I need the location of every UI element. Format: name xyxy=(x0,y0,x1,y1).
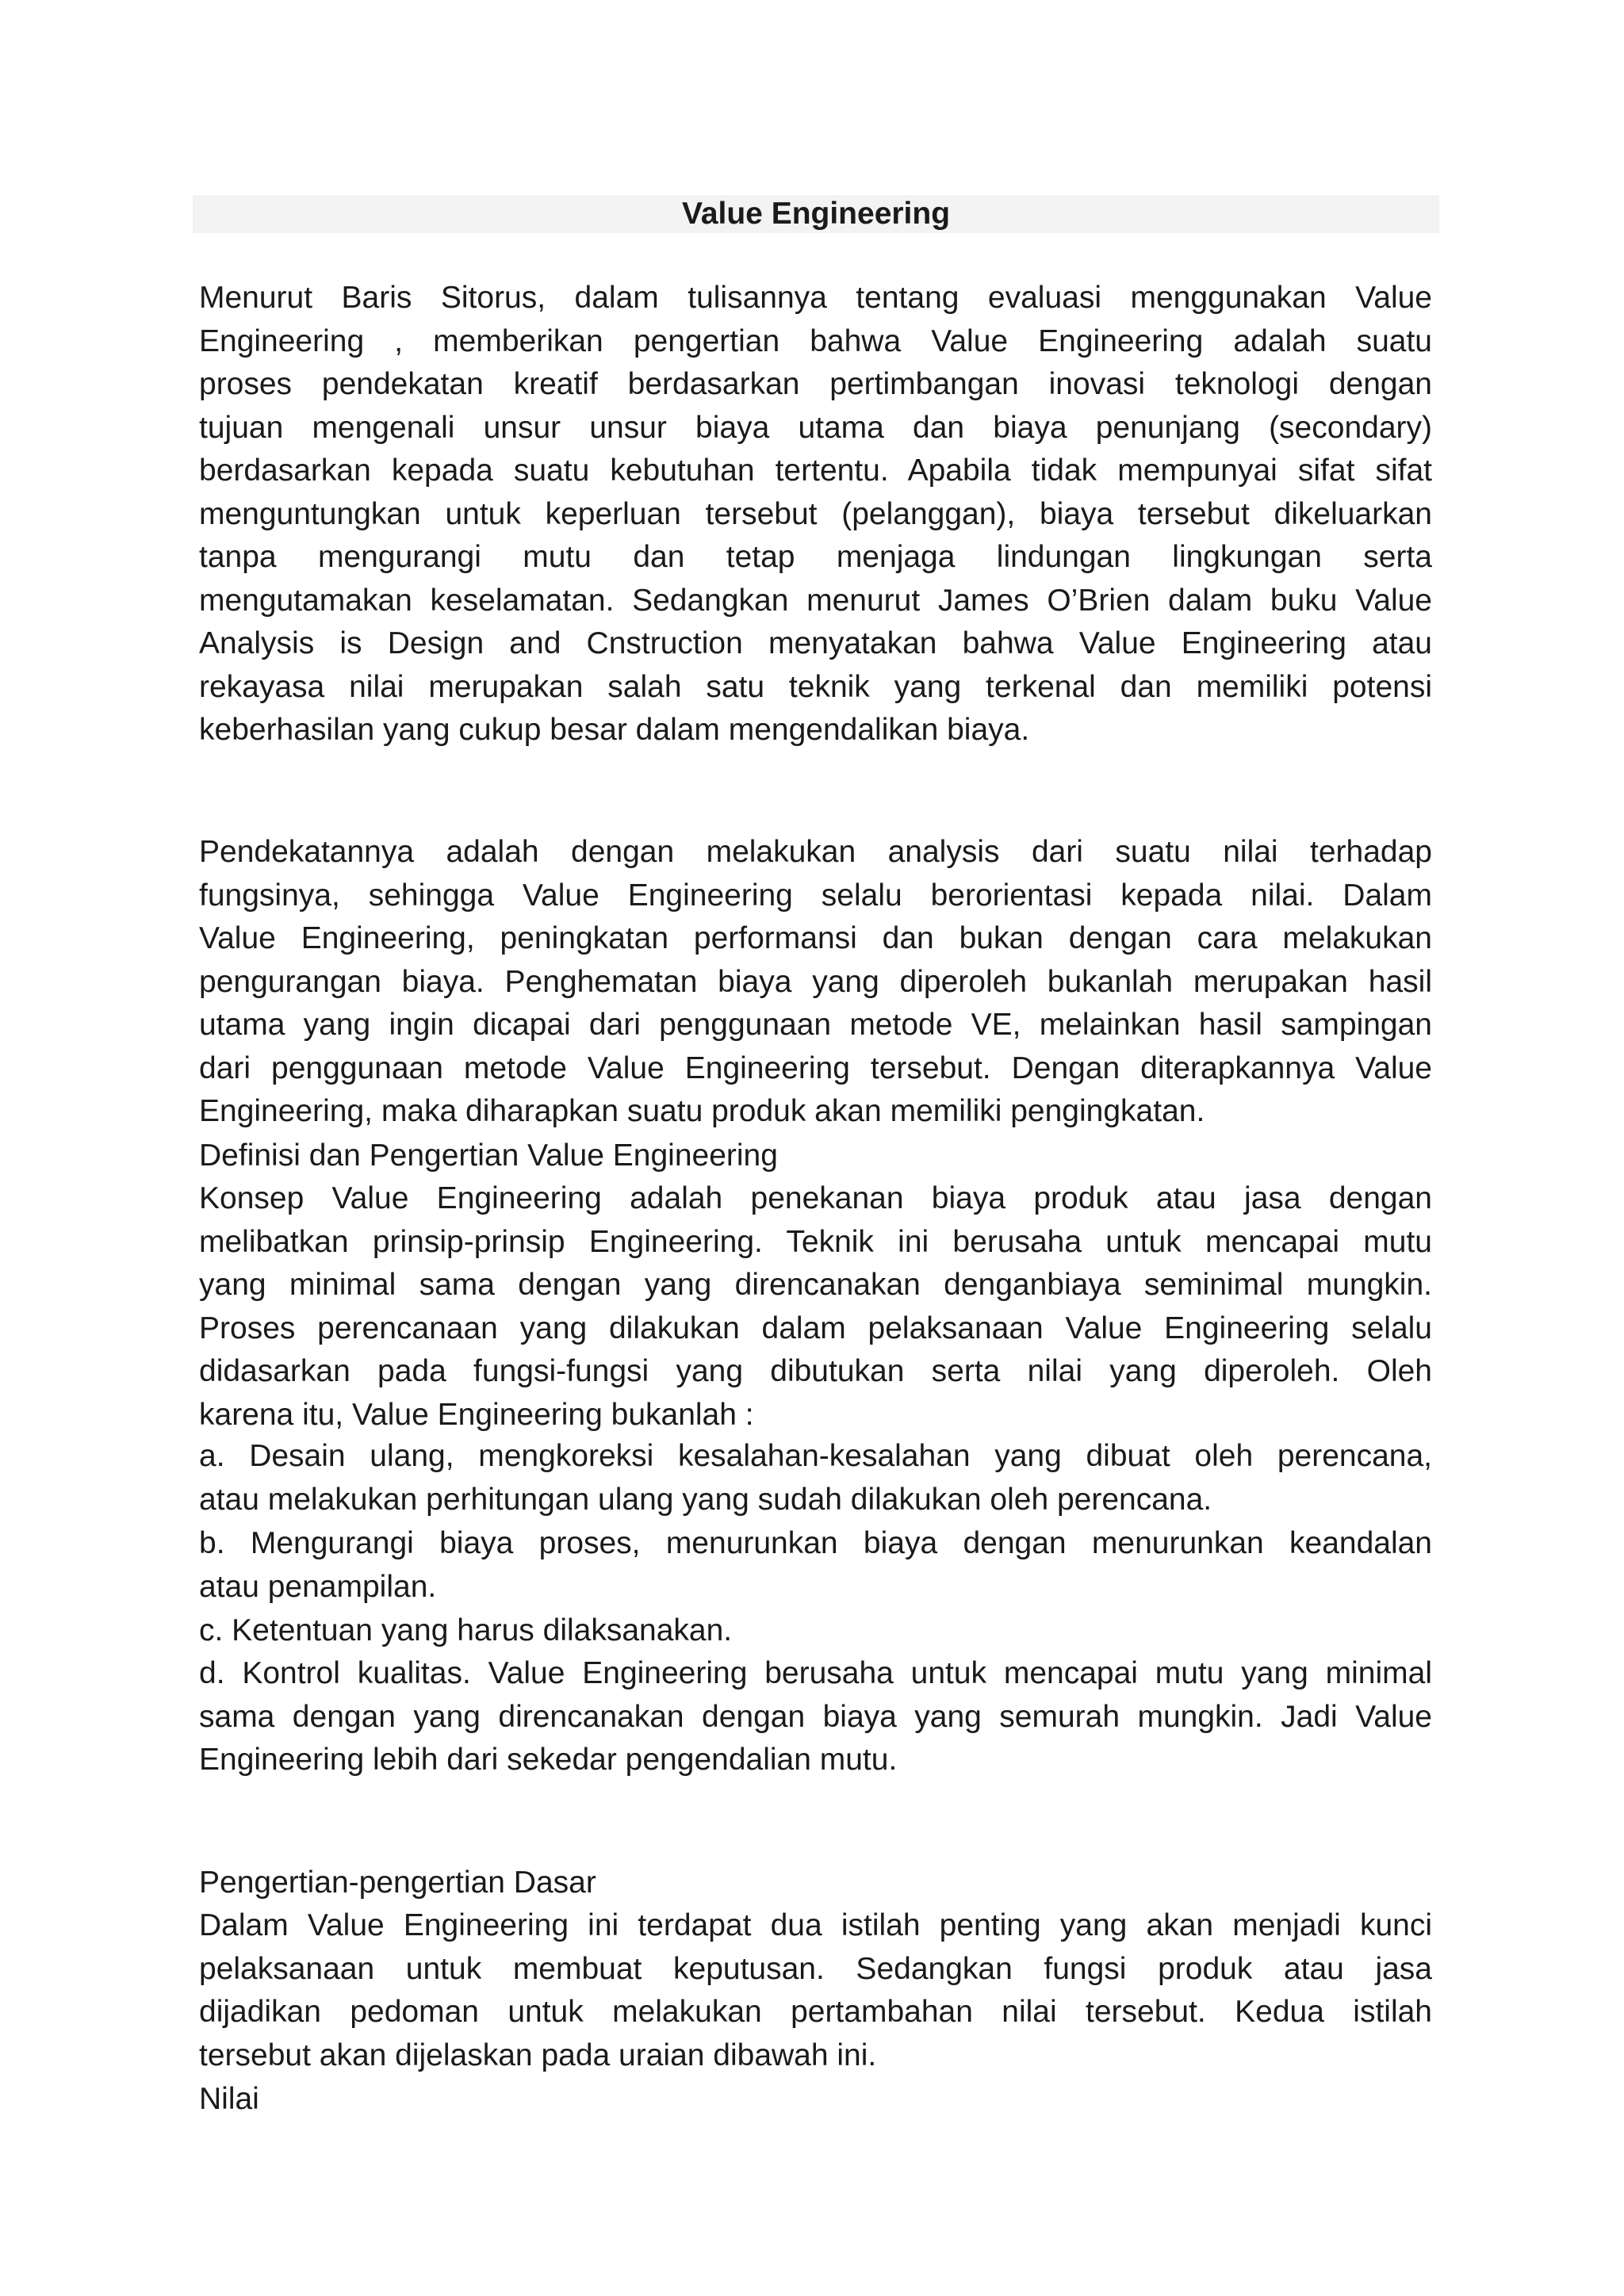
paragraph-1-line: tanpa mengurangi mutu dan tetap menjaga lindungan lingkungan serta xyxy=(199,540,1432,574)
paragraph-4-line: yang minimal sama dengan yang direncanakan denganbiaya seminimal mungkin. xyxy=(199,1268,1432,1302)
paragraph-10-line: pelaksanaan untuk membuat keputusan. Sedangkan fungsi produk atau jasa xyxy=(199,1951,1432,1986)
paragraph-5-line: atau melakukan perhitungan ulang yang sudah dilakukan oleh perencana. xyxy=(199,1482,1212,1517)
paragraph-2-line: fungsinya, sehingga Value Engineering selalu berorientasi kepada nilai. Dalam xyxy=(199,878,1432,913)
paragraph-5-line: a. Desain ulang, mengkoreksi kesalahan-kesalahan yang dibuat oleh perencana, xyxy=(199,1439,1432,1473)
paragraph-4-line: karena itu, Value Engineering bukanlah : xyxy=(199,1397,754,1432)
paragraph-1-line: Analysis is Design and Cnstruction menyatakan bahwa Value Engineering atau xyxy=(199,626,1432,660)
paragraph-1-line: Engineering , memberikan pengertian bahwa Value Engineering adalah suatu xyxy=(199,323,1432,358)
paragraph-2-line: pengurangan biaya. Penghematan biaya yang diperoleh bukanlah merupakan hasil xyxy=(199,964,1432,999)
paragraph-2-line: Engineering, maka diharapkan suatu produk akan memiliki pengingkatan. xyxy=(199,1094,1205,1128)
paragraph-8-line: Engineering lebih dari sekedar pengendalian mutu. xyxy=(199,1743,898,1777)
paragraph-4-line: Proses perencanaan yang dilakukan dalam pelaksanaan Value Engineering selalu xyxy=(199,1311,1432,1345)
paragraph-2-line: Pendekatannya adalah dengan melakukan analysis dari suatu nilai terhadap xyxy=(199,835,1432,869)
paragraph-7-line: c. Ketentuan yang harus dilaksanakan. xyxy=(199,1613,733,1647)
paragraph-1-line: menguntungkan untuk keperluan tersebut (pelanggan), biaya tersebut dikeluarkan xyxy=(199,496,1432,531)
document-title: Value Engineering xyxy=(681,197,951,231)
paragraph-3-line: Definisi dan Pengertian Value Engineering xyxy=(199,1138,778,1173)
paragraph-2-line: utama yang ingin dicapai dari penggunaan metode VE, melainkan hasil sampingan xyxy=(199,1008,1432,1042)
paragraph-6-line: b. Mengurangi biaya proses, menurunkan biaya dengan menurunkan keandalan xyxy=(199,1526,1432,1560)
paragraph-1-line: berdasarkan kepada suatu kebutuhan tertentu. Apabila tidak mempunyai sifat sifat xyxy=(199,453,1432,488)
paragraph-10-line: Dalam Value Engineering ini terdapat dua istilah penting yang akan menjadi kunci xyxy=(199,1908,1432,1942)
paragraph-8-line: d. Kontrol kualitas. Value Engineering berusaha untuk mencapai mutu yang minimal xyxy=(199,1656,1432,1690)
paragraph-1-line: rekayasa nilai merupakan salah satu teknik yang terkenal dan memiliki potensi xyxy=(199,669,1432,704)
paragraph-2-line: Value Engineering, peningkatan performansi dan bukan dengan cara melakukan xyxy=(199,921,1432,955)
paragraph-1-line: tujuan mengenali unsur unsur biaya utama dan biaya penunjang (secondary) xyxy=(199,410,1432,445)
paragraph-4-line: melibatkan prinsip-prinsip Engineering. Teknik ini berusaha untuk mencapai mutu xyxy=(199,1224,1432,1259)
paragraph-4-line: Konsep Value Engineering adalah penekanan biaya produk atau jasa dengan xyxy=(199,1181,1432,1215)
paragraph-1-line: keberhasilan yang cukup besar dalam mengendalikan biaya. xyxy=(199,713,1030,747)
paragraph-4-line: didasarkan pada fungsi-fungsi yang dibutukan serta nilai yang diperoleh. Oleh xyxy=(199,1354,1432,1388)
paragraph-11-line: Nilai xyxy=(199,2082,259,2116)
paragraph-1-line: Menurut Baris Sitorus, dalam tulisannya tentang evaluasi menggunakan Value xyxy=(199,281,1432,315)
paragraph-2-line: dari penggunaan metode Value Engineering tersebut. Dengan diterapkannya Value xyxy=(199,1050,1432,1085)
paragraph-9-line: Pengertian-pengertian Dasar xyxy=(199,1866,596,1900)
paragraph-1-line: mengutamakan keselamatan. Sedangkan menurut James O’Brien dalam buku Value xyxy=(199,583,1432,618)
paragraph-10-line: tersebut akan dijelaskan pada uraian dibawah ini. xyxy=(199,2038,877,2072)
paragraph-1-line: proses pendekatan kreatif berdasarkan pertimbangan inovasi teknologi dengan xyxy=(199,367,1432,401)
paragraph-10-line: dijadikan pedoman untuk melakukan pertambahan nilai tersebut. Kedua istilah xyxy=(199,1995,1432,2029)
paragraph-8-line: sama dengan yang direncanakan dengan biaya yang semurah mungkin. Jadi Value xyxy=(199,1699,1432,1734)
paragraph-6-line: atau penampilan. xyxy=(199,1569,437,1604)
